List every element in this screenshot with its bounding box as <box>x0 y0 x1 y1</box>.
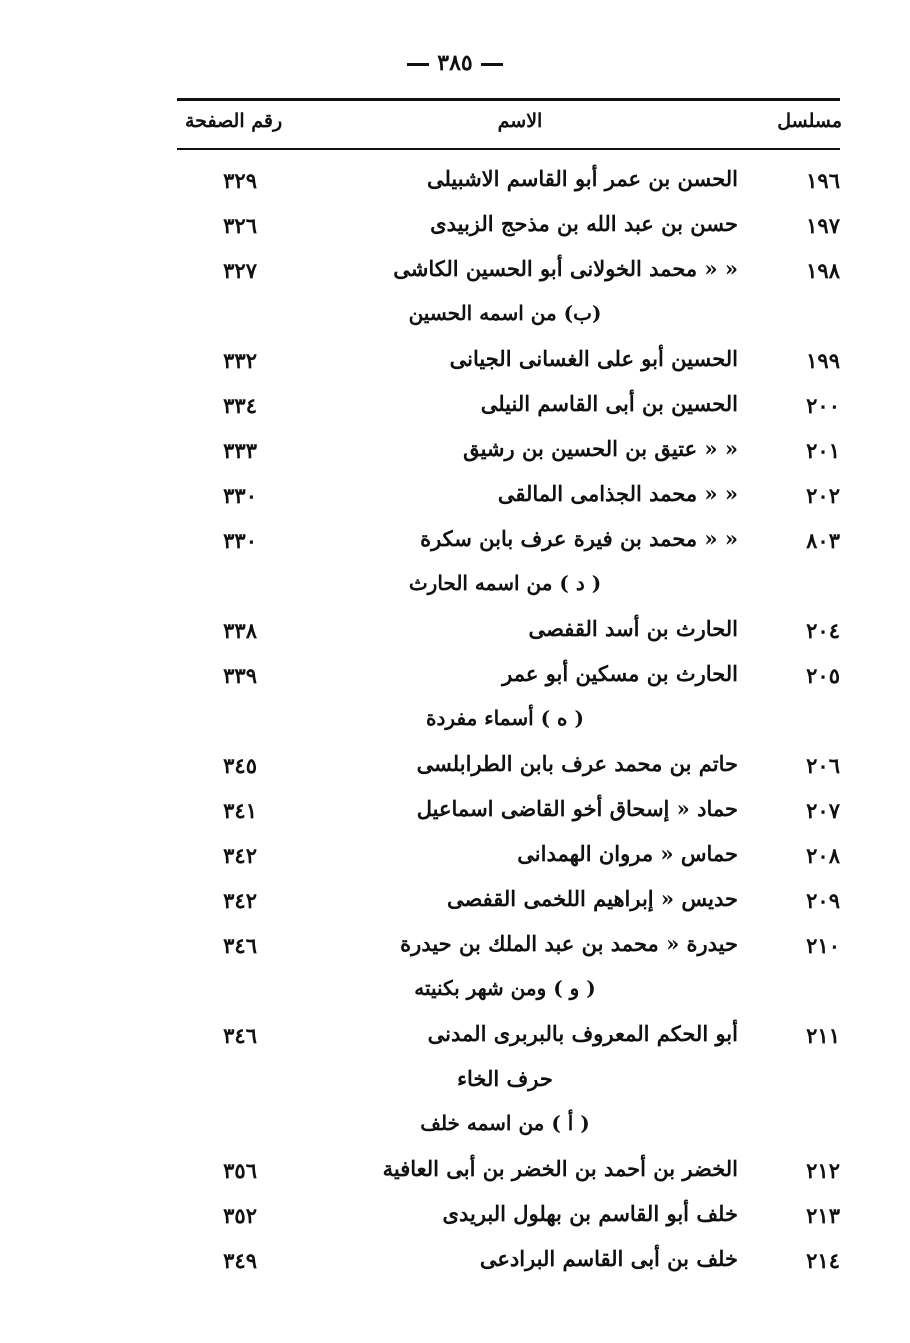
page-cell: ٣٢٦ <box>223 213 257 238</box>
table-top-rule <box>177 98 840 101</box>
table-row <box>0 1015 910 1060</box>
table-row <box>0 745 910 790</box>
name-cell: الحارث بن مسكين أبو عمر <box>502 661 738 686</box>
serial-cell: ٢٠٧ <box>806 798 840 823</box>
table-row <box>0 475 910 520</box>
serial-cell: ١٩٩ <box>806 348 840 373</box>
table-row <box>0 385 910 430</box>
page-cell: ٣٢٧ <box>223 258 257 283</box>
section-heading <box>0 1060 910 1105</box>
page-cell: ٣٤٢ <box>223 888 257 913</box>
section-title: ( ه ) أسماء مفردة <box>426 706 584 730</box>
section-heading <box>0 1105 910 1150</box>
table-row <box>0 520 910 565</box>
name-cell: حيدرة « محمد بن عبد الملك بن حيدرة <box>400 931 738 956</box>
table-row <box>0 655 910 700</box>
name-cell: الخضر بن أحمد بن الخضر بن أبى العافية <box>382 1156 738 1181</box>
section-title: حرف الخاء <box>457 1066 553 1091</box>
name-cell: أبو الحكم المعروف بالبربرى المدنى <box>427 1021 738 1046</box>
page-cell: ٣٣٤ <box>223 393 257 418</box>
page-cell: ٣٤٦ <box>223 1023 257 1048</box>
table-row <box>0 160 910 205</box>
section-title: ( أ ) من اسمه خلف <box>420 1111 590 1135</box>
dash-right <box>481 63 503 66</box>
serial-cell: ٢٠٤ <box>806 618 840 643</box>
table-row <box>0 1150 910 1195</box>
serial-cell: ٢٠٢ <box>806 483 840 508</box>
serial-cell: ٢١١ <box>806 1023 840 1048</box>
serial-cell: ٢٠٦ <box>806 753 840 778</box>
serial-cell: ٢٠٨ <box>806 843 840 868</box>
name-cell: حماس « مروان الهمدانى <box>517 841 738 866</box>
table-row <box>0 1240 910 1285</box>
serial-cell: ٢٠٠ <box>806 393 840 418</box>
name-cell: « « محمد الجذامى المالقى <box>497 481 738 506</box>
serial-cell: ٢١٤ <box>806 1248 840 1273</box>
table-header-rule <box>177 148 840 150</box>
page-cell: ٣٣٩ <box>223 663 257 688</box>
serial-cell: ٢١٠ <box>806 933 840 958</box>
page-cell: ٣٤٢ <box>223 843 257 868</box>
page-number <box>0 50 910 76</box>
name-cell: حسن بن عبد الله بن مذحج الزبيدى <box>430 211 738 236</box>
page-cell: ٣٢٩ <box>223 168 257 193</box>
table-row <box>0 250 910 295</box>
page-number-text: ٣٨٥ <box>437 50 473 76</box>
section-heading <box>0 565 910 610</box>
page-cell: ٣٤٩ <box>223 1248 257 1273</box>
table-row <box>0 835 910 880</box>
table-row <box>0 430 910 475</box>
name-cell: « « محمد الخولانى أبو الحسين الكاشى <box>393 256 738 281</box>
table-row <box>0 340 910 385</box>
serial-cell: ١٩٧ <box>806 213 840 238</box>
page-cell: ٣٤٥ <box>223 753 257 778</box>
name-cell: الحسين بن أبى القاسم النيلى <box>480 391 738 416</box>
header-serial: مسلسل <box>777 110 842 132</box>
serial-cell: ٢١٢ <box>806 1158 840 1183</box>
name-cell: « « عتيق بن الحسين بن رشيق <box>463 436 738 461</box>
serial-cell: ١٩٨ <box>806 258 840 283</box>
page-cell: ٣٣٠ <box>223 528 257 553</box>
header-page: رقم الصفحة <box>185 110 283 132</box>
name-cell: حماد « إسحاق أخو القاضى اسماعيل <box>416 796 738 821</box>
table-row <box>0 205 910 250</box>
name-cell: الحارث بن أسد القفصى <box>528 616 738 641</box>
name-cell: الحسن بن عمر أبو القاسم الاشبيلى <box>426 166 738 191</box>
name-cell: خلف بن أبى القاسم البرادعى <box>479 1246 738 1271</box>
name-cell: حاتم بن محمد عرف بابن الطرابلسى <box>416 751 738 776</box>
page-cell: ٣٣٣ <box>223 438 257 463</box>
serial-cell: ٢٠١ <box>806 438 840 463</box>
table-row <box>0 1195 910 1240</box>
section-title: (ب) من اسمه الحسين <box>408 301 602 325</box>
table-row <box>0 880 910 925</box>
page-cell: ٣٣٢ <box>223 348 257 373</box>
name-cell: خلف أبو القاسم بن بهلول البريدى <box>442 1201 738 1226</box>
serial-cell: ٢٠٥ <box>806 663 840 688</box>
page-cell: ٣٣٠ <box>223 483 257 508</box>
section-heading <box>0 970 910 1015</box>
page-cell: ٣٥٢ <box>223 1203 257 1228</box>
serial-cell: ١٩٦ <box>806 168 840 193</box>
table-row <box>0 790 910 835</box>
serial-cell: ٨٠٣ <box>806 528 840 553</box>
name-cell: « « محمد بن فيرة عرف بابن سكرة <box>420 526 738 551</box>
table-row <box>0 610 910 655</box>
page-cell: ٣٣٨ <box>223 618 257 643</box>
section-heading <box>0 295 910 340</box>
index-table-body <box>0 160 910 1285</box>
name-cell: الحسين أبو على الغسانى الجيانى <box>449 346 738 371</box>
header-name: الاسم <box>497 110 543 132</box>
section-title: ( و ) ومن شهر بكنيته <box>414 976 596 1000</box>
section-title: ( د ) من اسمه الحارث <box>408 571 602 595</box>
page-cell: ٣٤٦ <box>223 933 257 958</box>
section-heading <box>0 700 910 745</box>
page-cell: ٣٤١ <box>223 798 257 823</box>
name-cell: حديس « إبراهيم اللخمى القفصى <box>446 886 738 911</box>
serial-cell: ٢٠٩ <box>806 888 840 913</box>
table-row <box>0 925 910 970</box>
dash-left <box>407 63 429 66</box>
page-cell: ٣٥٦ <box>223 1158 257 1183</box>
serial-cell: ٢١٣ <box>806 1203 840 1228</box>
